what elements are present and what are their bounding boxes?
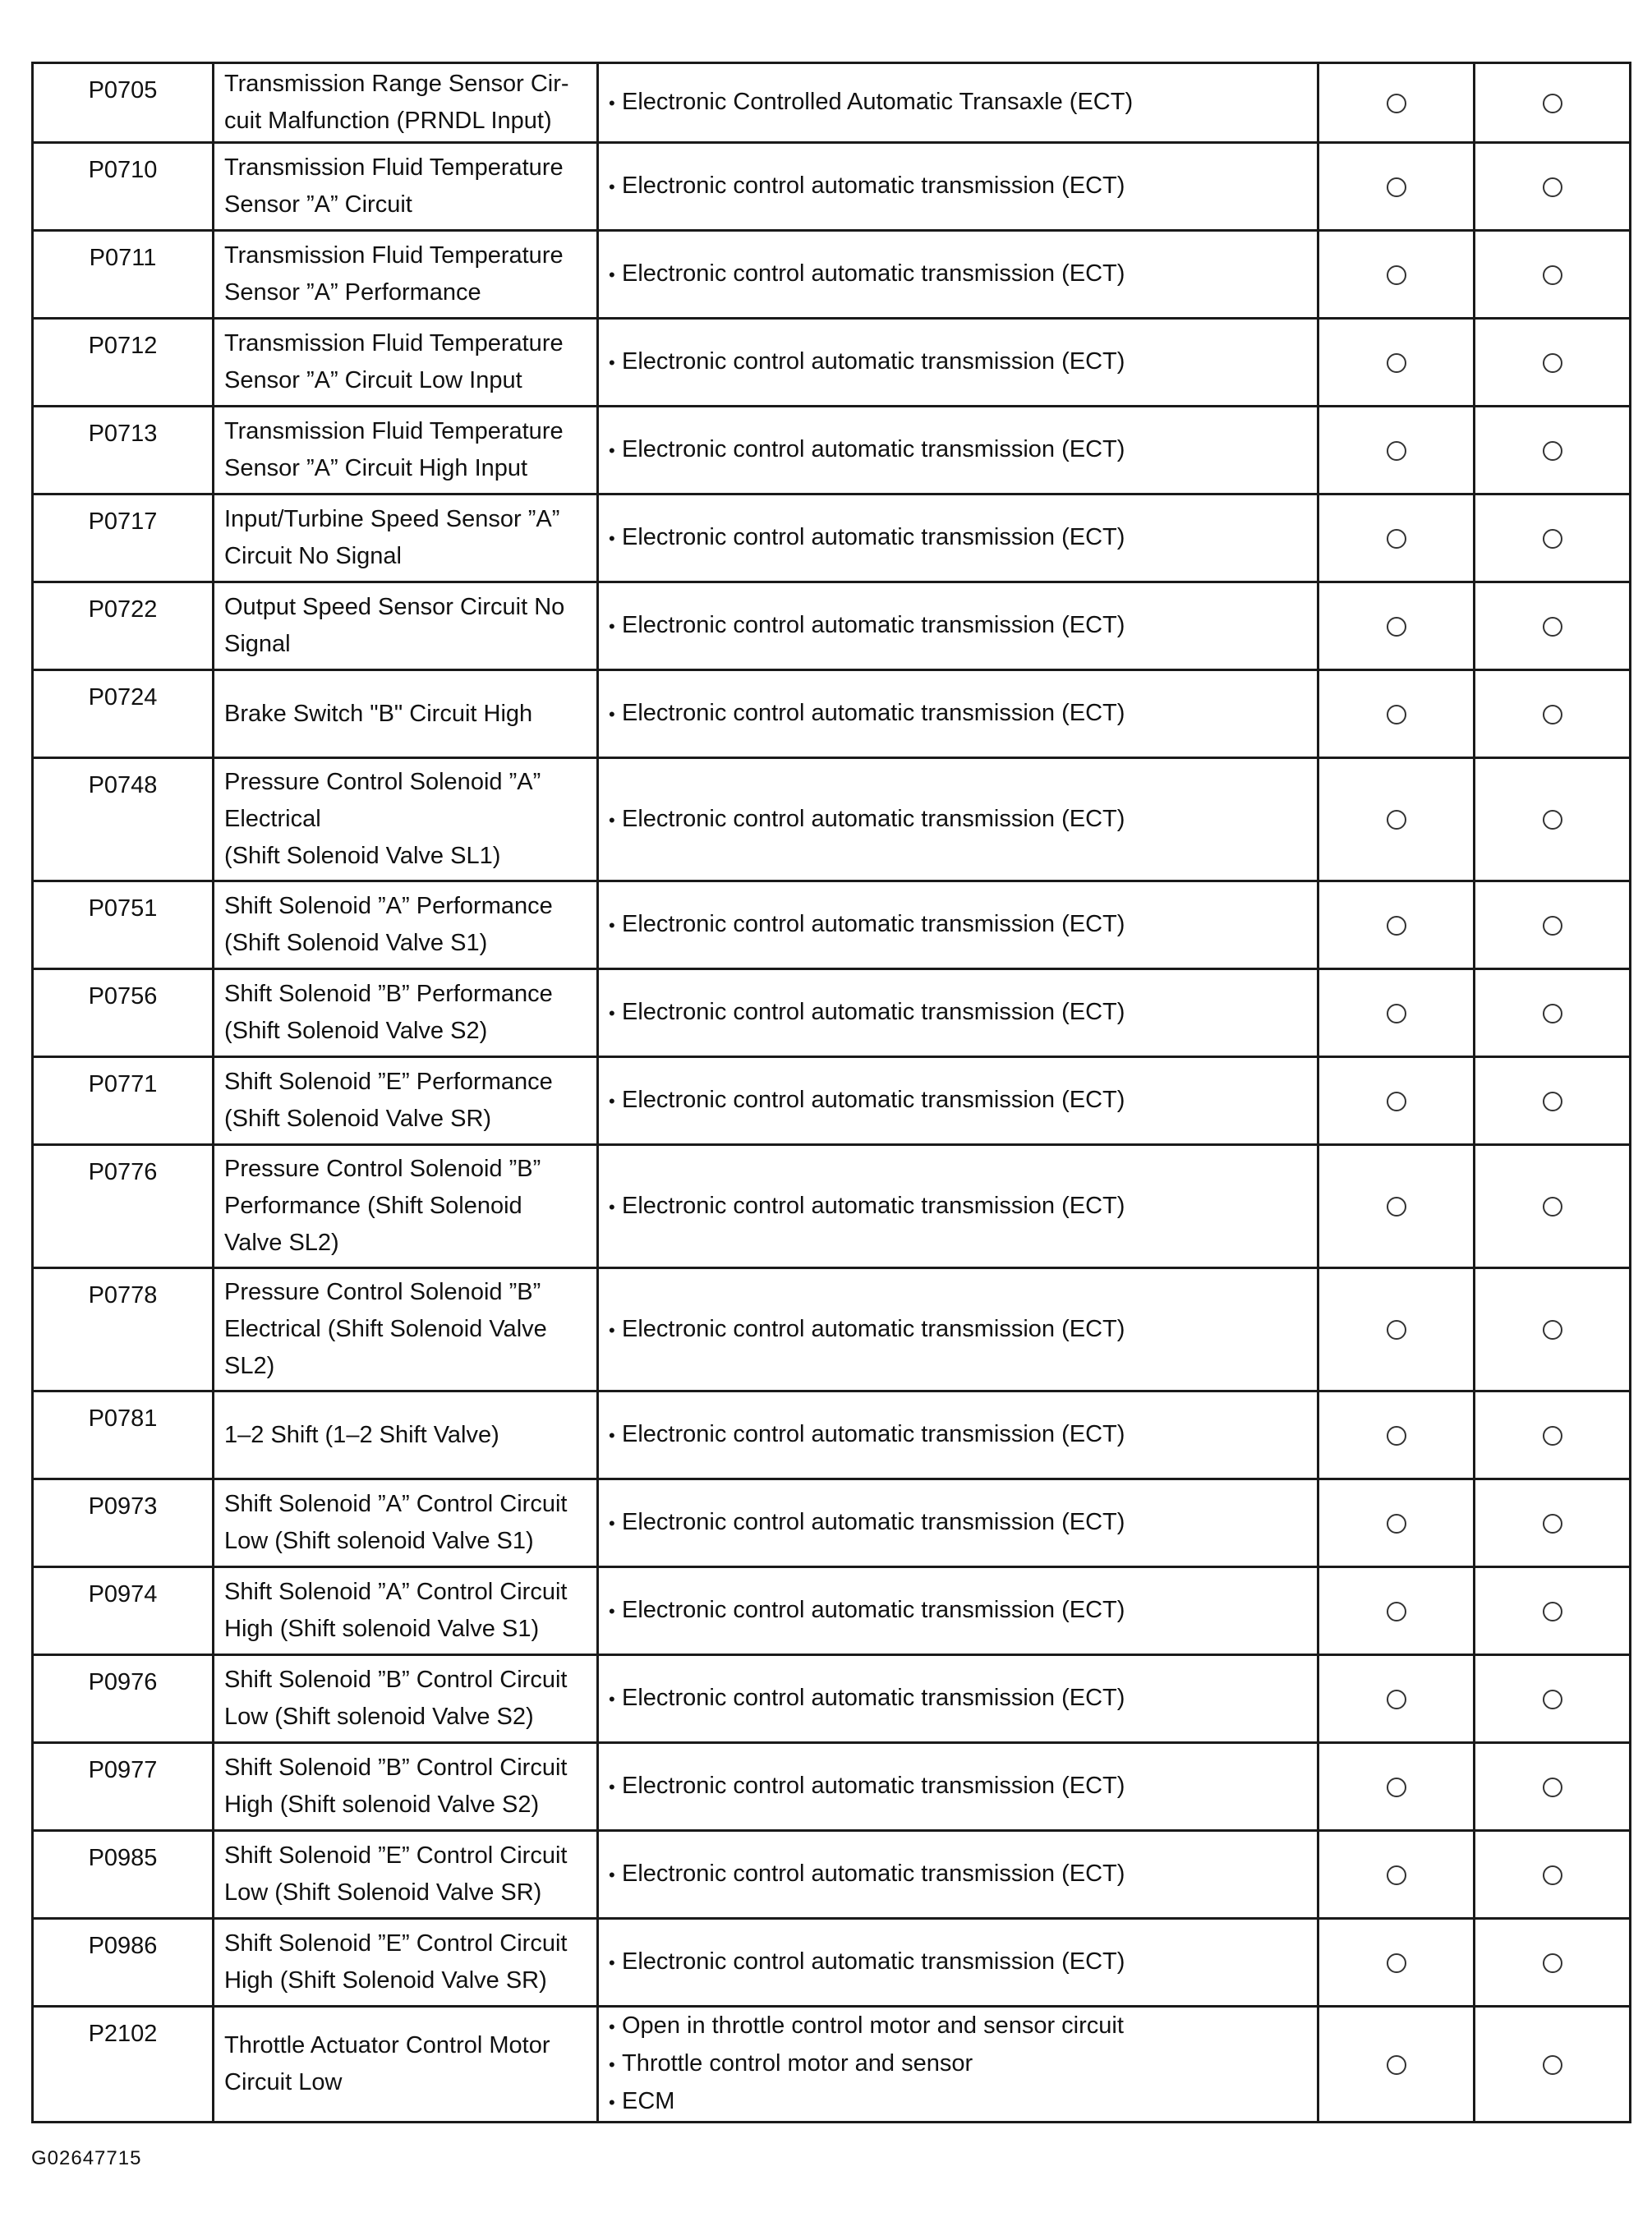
bullet-icon: • bbox=[609, 1513, 615, 1534]
mark-column-1 bbox=[1318, 231, 1475, 319]
trouble-area-text: Electronic control automatic transmission (ECT) bbox=[622, 612, 1125, 638]
circle-mark-icon bbox=[1387, 1865, 1406, 1885]
detection-item-line: Low (Shift solenoid Valve S2) bbox=[224, 1704, 534, 1730]
detection-item-line: Sensor ”A” Circuit bbox=[224, 191, 412, 218]
detection-item-line: Signal bbox=[224, 631, 291, 657]
trouble-area bbox=[598, 1743, 1318, 1831]
mark-column-1 bbox=[1318, 407, 1475, 494]
circle-mark-icon bbox=[1543, 1320, 1562, 1340]
trouble-area bbox=[598, 2007, 1318, 2123]
dtc-code: P0976 bbox=[33, 1655, 214, 1743]
detection-item-line: Transmission Range Sensor Cir- bbox=[224, 71, 569, 97]
trouble-area-item bbox=[609, 2083, 1309, 2121]
trouble-area bbox=[598, 494, 1318, 582]
trouble-area-item bbox=[609, 801, 1309, 839]
trouble-area-text: Electronic control automatic transmission (ECT) bbox=[622, 1087, 1125, 1113]
detection-item-line: Output Speed Sensor Circuit No bbox=[224, 594, 565, 620]
table-row bbox=[33, 1479, 1631, 1567]
trouble-area-text: ECM bbox=[622, 2088, 675, 2114]
mark-column-1 bbox=[1318, 1479, 1475, 1567]
circle-mark-icon bbox=[1387, 529, 1406, 549]
trouble-area-item bbox=[609, 255, 1309, 293]
trouble-area-text: Electronic control automatic transmission (ECT) bbox=[622, 1315, 1125, 1342]
trouble-area-item bbox=[609, 607, 1309, 645]
trouble-area bbox=[598, 231, 1318, 319]
trouble-area-item bbox=[609, 1856, 1309, 1893]
detection-item-line: High (Shift solenoid Valve S1) bbox=[224, 1616, 540, 1642]
detection-item-line: High (Shift Solenoid Valve SR) bbox=[224, 1967, 547, 1994]
detection-item-line: Shift Solenoid ”A” Performance bbox=[224, 893, 553, 919]
trouble-area-text: Electronic control automatic transmission (ECT) bbox=[622, 999, 1125, 1025]
dtc-code: P0710 bbox=[33, 143, 214, 231]
bullet-icon: • bbox=[609, 616, 615, 637]
detection-item-line: Shift Solenoid ”A” Control Circuit bbox=[224, 1579, 568, 1605]
trouble-area-text: Electronic control automatic transmission (ECT) bbox=[622, 1685, 1125, 1711]
table-row bbox=[33, 1743, 1631, 1831]
dtc-code: P0974 bbox=[33, 1567, 214, 1655]
trouble-area bbox=[598, 407, 1318, 494]
dtc-code: P0985 bbox=[33, 1831, 214, 1919]
dtc-table bbox=[31, 62, 1631, 2123]
trouble-area-text: Electronic control automatic transmission (ECT) bbox=[622, 805, 1125, 832]
dtc-code: P0986 bbox=[33, 1919, 214, 2007]
circle-mark-icon bbox=[1387, 1602, 1406, 1621]
bullet-icon: • bbox=[609, 1865, 615, 1885]
mark-column-1 bbox=[1318, 1743, 1475, 1831]
circle-mark-icon bbox=[1387, 1197, 1406, 1217]
mark-column-2 bbox=[1475, 407, 1631, 494]
mark-column-1 bbox=[1318, 1057, 1475, 1145]
trouble-area-text: Electronic control automatic transmission (ECT) bbox=[622, 911, 1125, 937]
detection-item-line: Shift Solenoid ”B” Performance bbox=[224, 981, 553, 1007]
circle-mark-icon bbox=[1543, 1092, 1562, 1111]
bullet-icon: • bbox=[609, 2092, 615, 2113]
dtc-code: P2102 bbox=[33, 2007, 214, 2123]
table-row bbox=[33, 407, 1631, 494]
trouble-area-item bbox=[609, 168, 1309, 205]
dtc-code: P0977 bbox=[33, 1743, 214, 1831]
table-row bbox=[33, 319, 1631, 407]
circle-mark-icon bbox=[1387, 1092, 1406, 1111]
trouble-area-item bbox=[609, 1311, 1309, 1349]
detection-item bbox=[214, 1479, 598, 1567]
mark-column-1 bbox=[1318, 881, 1475, 969]
trouble-area-item bbox=[609, 1680, 1309, 1718]
mark-column-1 bbox=[1318, 969, 1475, 1057]
circle-mark-icon bbox=[1543, 2055, 1562, 2075]
trouble-area bbox=[598, 63, 1318, 143]
circle-mark-icon bbox=[1387, 94, 1406, 113]
mark-column-1 bbox=[1318, 1831, 1475, 1919]
table-row bbox=[33, 969, 1631, 1057]
figure-id: G02647715 bbox=[31, 2147, 142, 2169]
bullet-icon: • bbox=[609, 1091, 615, 1111]
dtc-table-body bbox=[33, 63, 1631, 2123]
bullet-icon: • bbox=[609, 1003, 615, 1023]
mark-column-2 bbox=[1475, 758, 1631, 881]
trouble-area-item bbox=[609, 2008, 1309, 2045]
mark-column-2 bbox=[1475, 1391, 1631, 1479]
trouble-area-text: Electronic control automatic transmission (ECT) bbox=[622, 700, 1125, 726]
trouble-area-text: Electronic control automatic transmission (ECT) bbox=[622, 260, 1125, 287]
detection-item-line: Transmission Fluid Temperature bbox=[224, 154, 564, 181]
bullet-icon: • bbox=[609, 1425, 615, 1446]
detection-item bbox=[214, 1057, 598, 1145]
trouble-area-text: Electronic Controlled Automatic Transaxle (ECT) bbox=[622, 89, 1134, 115]
circle-mark-icon bbox=[1387, 1778, 1406, 1797]
detection-item bbox=[214, 494, 598, 582]
trouble-area-item bbox=[609, 1188, 1309, 1226]
bullet-icon: • bbox=[609, 93, 615, 113]
circle-mark-icon bbox=[1543, 529, 1562, 549]
trouble-area bbox=[598, 1057, 1318, 1145]
bullet-icon: • bbox=[609, 440, 615, 461]
trouble-area-text: Electronic control automatic transmission (ECT) bbox=[622, 1509, 1125, 1535]
detection-item-line: (Shift Solenoid Valve S2) bbox=[224, 1018, 488, 1044]
detection-item-line: Shift Solenoid ”A” Control Circuit bbox=[224, 1491, 568, 1517]
dtc-code: P0751 bbox=[33, 881, 214, 969]
mark-column-1 bbox=[1318, 494, 1475, 582]
trouble-area-text: Open in throttle control motor and sensor circuit bbox=[622, 2012, 1124, 2039]
trouble-area-item bbox=[609, 906, 1309, 944]
mark-column-2 bbox=[1475, 143, 1631, 231]
table-row bbox=[33, 1919, 1631, 2007]
bullet-icon: • bbox=[609, 915, 615, 936]
circle-mark-icon bbox=[1543, 617, 1562, 637]
mark-column-1 bbox=[1318, 63, 1475, 143]
detection-item bbox=[214, 319, 598, 407]
trouble-area bbox=[598, 758, 1318, 881]
table-row bbox=[33, 63, 1631, 143]
mark-column-2 bbox=[1475, 63, 1631, 143]
detection-item bbox=[214, 1567, 598, 1655]
mark-column-2 bbox=[1475, 231, 1631, 319]
bullet-icon: • bbox=[609, 2054, 615, 2075]
detection-item-line: cuit Malfunction (PRNDL Input) bbox=[224, 108, 552, 134]
trouble-area-item bbox=[609, 1416, 1309, 1454]
mark-column-1 bbox=[1318, 582, 1475, 670]
trouble-area-item bbox=[609, 519, 1309, 557]
dtc-code: P0748 bbox=[33, 758, 214, 881]
circle-mark-icon bbox=[1543, 1602, 1562, 1621]
table-row bbox=[33, 670, 1631, 758]
trouble-area-item bbox=[609, 1592, 1309, 1630]
detection-item-line: (Shift Solenoid Valve SL1) bbox=[224, 843, 501, 869]
circle-mark-icon bbox=[1543, 810, 1562, 830]
detection-item bbox=[214, 1919, 598, 2007]
detection-item-line: Electrical bbox=[224, 806, 321, 832]
detection-item-line: High (Shift solenoid Valve S2) bbox=[224, 1792, 540, 1818]
detection-item-line: Transmission Fluid Temperature bbox=[224, 330, 564, 356]
mark-column-2 bbox=[1475, 1743, 1631, 1831]
circle-mark-icon bbox=[1543, 1690, 1562, 1709]
detection-item-line: Sensor ”A” Circuit High Input bbox=[224, 455, 528, 481]
detection-item-line: Performance (Shift Solenoid bbox=[224, 1193, 522, 1219]
bullet-icon: • bbox=[609, 1601, 615, 1621]
circle-mark-icon bbox=[1543, 1426, 1562, 1446]
trouble-area bbox=[598, 1479, 1318, 1567]
table-row bbox=[33, 1831, 1631, 1919]
circle-mark-icon bbox=[1387, 705, 1406, 724]
trouble-area-text: Electronic control automatic transmission (ECT) bbox=[622, 524, 1125, 550]
dtc-code: P0722 bbox=[33, 582, 214, 670]
trouble-area bbox=[598, 319, 1318, 407]
trouble-area-item bbox=[609, 1943, 1309, 1981]
bullet-icon: • bbox=[609, 528, 615, 549]
circle-mark-icon bbox=[1543, 1865, 1562, 1885]
table-row bbox=[33, 758, 1631, 881]
circle-mark-icon bbox=[1387, 1953, 1406, 1973]
trouble-area bbox=[598, 1567, 1318, 1655]
trouble-area-item bbox=[609, 343, 1309, 381]
mark-column-2 bbox=[1475, 670, 1631, 758]
table-row bbox=[33, 1567, 1631, 1655]
circle-mark-icon bbox=[1543, 705, 1562, 724]
detection-item-line: SL2) bbox=[224, 1353, 275, 1379]
mark-column-1 bbox=[1318, 143, 1475, 231]
circle-mark-icon bbox=[1543, 441, 1562, 461]
trouble-area-item bbox=[609, 84, 1309, 122]
dtc-code: P0724 bbox=[33, 670, 214, 758]
mark-column-1 bbox=[1318, 1919, 1475, 2007]
circle-mark-icon bbox=[1543, 265, 1562, 285]
table-row bbox=[33, 2007, 1631, 2123]
trouble-area-text: Electronic control automatic transmission (ECT) bbox=[622, 348, 1125, 375]
trouble-area-item bbox=[609, 1082, 1309, 1120]
trouble-area-text: Electronic control automatic transmission (ECT) bbox=[622, 1192, 1125, 1219]
circle-mark-icon bbox=[1543, 94, 1562, 113]
mark-column-2 bbox=[1475, 1655, 1631, 1743]
detection-item-line: Low (Shift solenoid Valve S1) bbox=[224, 1528, 534, 1554]
mark-column-2 bbox=[1475, 1145, 1631, 1268]
detection-item bbox=[214, 1391, 598, 1479]
trouble-area-text: Electronic control automatic transmission (ECT) bbox=[622, 1861, 1125, 1887]
circle-mark-icon bbox=[1387, 916, 1406, 936]
trouble-area bbox=[598, 1831, 1318, 1919]
bullet-icon: • bbox=[609, 177, 615, 197]
detection-item bbox=[214, 231, 598, 319]
detection-item-line: Pressure Control Solenoid ”A” bbox=[224, 769, 541, 795]
trouble-area-item bbox=[609, 2045, 1309, 2083]
dtc-code: P0776 bbox=[33, 1145, 214, 1268]
trouble-area-item bbox=[609, 695, 1309, 733]
trouble-area-item bbox=[609, 1768, 1309, 1805]
trouble-area bbox=[598, 1391, 1318, 1479]
dtc-sheet bbox=[31, 62, 1629, 2123]
detection-item bbox=[214, 881, 598, 969]
trouble-area-text: Electronic control automatic transmission (ECT) bbox=[622, 172, 1125, 199]
detection-item-line: Shift Solenoid ”B” Control Circuit bbox=[224, 1667, 568, 1693]
detection-item-line: Circuit No Signal bbox=[224, 543, 402, 569]
dtc-code: P0713 bbox=[33, 407, 214, 494]
bullet-icon: • bbox=[609, 352, 615, 373]
detection-item bbox=[214, 1743, 598, 1831]
trouble-area bbox=[598, 143, 1318, 231]
mark-column-2 bbox=[1475, 582, 1631, 670]
dtc-code: P0705 bbox=[33, 63, 214, 143]
trouble-area bbox=[598, 670, 1318, 758]
circle-mark-icon bbox=[1387, 2055, 1406, 2075]
table-row bbox=[33, 881, 1631, 969]
detection-item-line: Shift Solenoid ”E” Performance bbox=[224, 1069, 553, 1095]
detection-item-line: (Shift Solenoid Valve S1) bbox=[224, 930, 488, 956]
table-row bbox=[33, 582, 1631, 670]
circle-mark-icon bbox=[1543, 177, 1562, 197]
trouble-area-text: Electronic control automatic transmission (ECT) bbox=[622, 1948, 1125, 1975]
table-row bbox=[33, 1268, 1631, 1391]
dtc-code: P0712 bbox=[33, 319, 214, 407]
mark-column-1 bbox=[1318, 1268, 1475, 1391]
circle-mark-icon bbox=[1387, 810, 1406, 830]
detection-item bbox=[214, 1831, 598, 1919]
bullet-icon: • bbox=[609, 704, 615, 724]
mark-column-1 bbox=[1318, 2007, 1475, 2123]
dtc-code: P0973 bbox=[33, 1479, 214, 1567]
mark-column-2 bbox=[1475, 1831, 1631, 1919]
mark-column-2 bbox=[1475, 1057, 1631, 1145]
detection-item bbox=[214, 407, 598, 494]
detection-item-line: Transmission Fluid Temperature bbox=[224, 242, 564, 269]
circle-mark-icon bbox=[1543, 1953, 1562, 1973]
detection-item-line: Brake Switch "B" Circuit High bbox=[224, 700, 533, 727]
mark-column-1 bbox=[1318, 1655, 1475, 1743]
circle-mark-icon bbox=[1543, 1778, 1562, 1797]
trouble-area-item bbox=[609, 1504, 1309, 1542]
circle-mark-icon bbox=[1543, 1514, 1562, 1534]
trouble-area bbox=[598, 881, 1318, 969]
table-row bbox=[33, 143, 1631, 231]
circle-mark-icon bbox=[1387, 353, 1406, 373]
table-row bbox=[33, 494, 1631, 582]
detection-item bbox=[214, 969, 598, 1057]
circle-mark-icon bbox=[1543, 353, 1562, 373]
circle-mark-icon bbox=[1387, 1426, 1406, 1446]
bullet-icon: • bbox=[609, 1689, 615, 1709]
trouble-area-item bbox=[609, 431, 1309, 469]
mark-column-1 bbox=[1318, 1567, 1475, 1655]
circle-mark-icon bbox=[1543, 1004, 1562, 1023]
detection-item-line: Transmission Fluid Temperature bbox=[224, 418, 564, 444]
trouble-area bbox=[598, 1145, 1318, 1268]
table-row bbox=[33, 1145, 1631, 1268]
bullet-icon: • bbox=[609, 1196, 615, 1217]
mark-column-2 bbox=[1475, 494, 1631, 582]
detection-item-line: Shift Solenoid ”E” Control Circuit bbox=[224, 1930, 568, 1957]
detection-item-line: Pressure Control Solenoid ”B” bbox=[224, 1156, 541, 1182]
detection-item-line: (Shift Solenoid Valve SR) bbox=[224, 1106, 492, 1132]
circle-mark-icon bbox=[1387, 177, 1406, 197]
bullet-icon: • bbox=[609, 809, 615, 830]
dtc-code: P0717 bbox=[33, 494, 214, 582]
dtc-code: P0778 bbox=[33, 1268, 214, 1391]
trouble-area-text: Electronic control automatic transmission (ECT) bbox=[622, 1597, 1125, 1623]
mark-column-2 bbox=[1475, 2007, 1631, 2123]
mark-column-1 bbox=[1318, 758, 1475, 881]
mark-column-1 bbox=[1318, 1145, 1475, 1268]
detection-item bbox=[214, 582, 598, 670]
bullet-icon: • bbox=[609, 1953, 615, 1973]
table-row bbox=[33, 1057, 1631, 1145]
dtc-code: P0711 bbox=[33, 231, 214, 319]
detection-item bbox=[214, 2007, 598, 2123]
detection-item bbox=[214, 143, 598, 231]
mark-column-2 bbox=[1475, 1479, 1631, 1567]
trouble-area bbox=[598, 1655, 1318, 1743]
trouble-area bbox=[598, 582, 1318, 670]
trouble-area-text: Electronic control automatic transmission (ECT) bbox=[622, 1421, 1125, 1447]
detection-item-line: Low (Shift Solenoid Valve SR) bbox=[224, 1879, 542, 1906]
dtc-code: P0771 bbox=[33, 1057, 214, 1145]
trouble-area-text: Electronic control automatic transmission (ECT) bbox=[622, 1773, 1125, 1799]
mark-column-2 bbox=[1475, 1919, 1631, 2007]
detection-item-line: 1–2 Shift (1–2 Shift Valve) bbox=[224, 1421, 499, 1448]
trouble-area-text: Throttle control motor and sensor bbox=[622, 2050, 973, 2077]
circle-mark-icon bbox=[1387, 265, 1406, 285]
mark-column-2 bbox=[1475, 1567, 1631, 1655]
mark-column-2 bbox=[1475, 881, 1631, 969]
detection-item-line: Electrical (Shift Solenoid Valve bbox=[224, 1316, 547, 1342]
detection-item-line: Input/Turbine Speed Sensor ”A” bbox=[224, 506, 560, 532]
mark-column-2 bbox=[1475, 969, 1631, 1057]
circle-mark-icon bbox=[1543, 916, 1562, 936]
circle-mark-icon bbox=[1387, 1004, 1406, 1023]
table-row bbox=[33, 1655, 1631, 1743]
bullet-icon: • bbox=[609, 1777, 615, 1797]
detection-item-line: Sensor ”A” Circuit Low Input bbox=[224, 367, 522, 393]
trouble-area bbox=[598, 1268, 1318, 1391]
trouble-area bbox=[598, 969, 1318, 1057]
detection-item-line: Circuit Low bbox=[224, 2069, 343, 2095]
mark-column-2 bbox=[1475, 319, 1631, 407]
circle-mark-icon bbox=[1387, 1320, 1406, 1340]
detection-item-line: Pressure Control Solenoid ”B” bbox=[224, 1279, 541, 1305]
detection-item bbox=[214, 1268, 598, 1391]
circle-mark-icon bbox=[1387, 1690, 1406, 1709]
detection-item-line: Sensor ”A” Performance bbox=[224, 279, 481, 306]
detection-item bbox=[214, 1655, 598, 1743]
mark-column-1 bbox=[1318, 319, 1475, 407]
detection-item bbox=[214, 670, 598, 758]
detection-item bbox=[214, 1145, 598, 1268]
detection-item bbox=[214, 63, 598, 143]
detection-item-line: Shift Solenoid ”E” Control Circuit bbox=[224, 1842, 568, 1869]
dtc-code: P0781 bbox=[33, 1391, 214, 1479]
detection-item-line: Valve SL2) bbox=[224, 1230, 339, 1256]
circle-mark-icon bbox=[1387, 441, 1406, 461]
trouble-area-text: Electronic control automatic transmission (ECT) bbox=[622, 436, 1125, 462]
mark-column-1 bbox=[1318, 670, 1475, 758]
table-row bbox=[33, 1391, 1631, 1479]
circle-mark-icon bbox=[1387, 1514, 1406, 1534]
table-row bbox=[33, 231, 1631, 319]
detection-item-line: Shift Solenoid ”B” Control Circuit bbox=[224, 1755, 568, 1781]
circle-mark-icon bbox=[1543, 1197, 1562, 1217]
bullet-icon: • bbox=[609, 2017, 615, 2037]
detection-item bbox=[214, 758, 598, 881]
trouble-area-item bbox=[609, 994, 1309, 1032]
bullet-icon: • bbox=[609, 1319, 615, 1341]
detection-item-line: Throttle Actuator Control Motor bbox=[224, 2032, 550, 2058]
dtc-code: P0756 bbox=[33, 969, 214, 1057]
trouble-area bbox=[598, 1919, 1318, 2007]
circle-mark-icon bbox=[1387, 617, 1406, 637]
mark-column-2 bbox=[1475, 1268, 1631, 1391]
bullet-icon: • bbox=[609, 264, 615, 285]
mark-column-1 bbox=[1318, 1391, 1475, 1479]
